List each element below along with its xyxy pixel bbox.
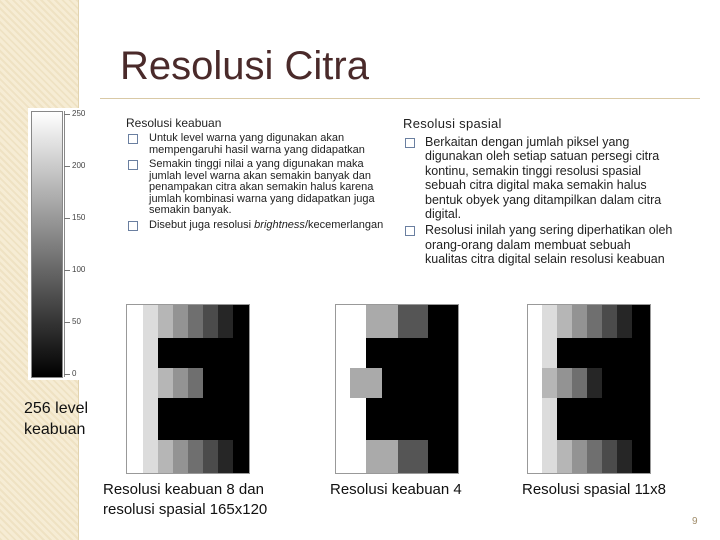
scale-axis [64,111,65,377]
gray-level-bar [28,108,100,380]
spatial-resolution-section [403,116,673,269]
scale-tick [64,322,70,323]
page-number: 9 [692,516,698,527]
scale-tick-label: 200 [72,161,86,170]
scale-tick [64,270,70,271]
scale-tick-label: 100 [72,265,86,274]
list-item-text: Resolusi inilah yang sering diperhatikan oleh orang-orang dalam membuat sebuah kualitas citra digital selain resolusi keabuan [425,223,673,267]
gray-resolution-section [126,116,384,234]
list-item-text: Berkaitan dengan jumlah piksel yang digunakan oleh setiap satuan persegi citra kontinu, semakin tinggi resolusi spasial sebuah citra digital maka semakin halus bentuk obyek yang ditampilkan dalam citra digital. [425,135,662,222]
list-item-tail: /kecemerlangan [304,218,384,231]
scale-tick-label: 250 [72,109,86,118]
caption-line: 256 level [24,400,89,417]
bullet-icon [128,134,138,144]
gray-gradient [31,111,63,378]
title-divider [100,98,700,99]
list-item [126,159,384,217]
bullet-icon [405,138,415,148]
caption-line: keabuan [24,421,86,438]
caption-line: resolusi spasial 165x120 [103,501,268,518]
list-item-text: Semakin tinggi nilai a yang digunakan maka jumlah level warna akan semakin banyak dan penampakan citra akan semakin halus karena jumlah kombinasi warna yang didapatkan juga semakin banyak. [149,158,375,216]
section-heading: Resolusi keabuan [126,116,222,130]
scale-tick-label: 150 [72,213,86,222]
scale-tick [64,218,70,219]
caption-image-spatial: Resolusi spasial 11x8 [522,481,666,498]
scale-tick [64,114,70,115]
list-item [126,133,384,156]
gray-level-caption [24,398,88,440]
bullet-list [126,133,384,231]
caption-image-gray4: Resolusi keabuan 4 [330,481,462,498]
scale-tick-label: 50 [72,317,81,326]
image-gray4 [335,304,459,474]
bullet-icon [405,226,415,236]
slide-title: Resolusi Citra [120,44,369,88]
image-spatial-11x8 [527,304,651,474]
section-heading: Resolusi spasial [403,116,502,131]
list-item-text: Untuk level warna yang digunakan akan mempengaruhi hasil warna yang didapatkan [149,132,365,156]
bullet-icon [128,160,138,170]
list-item [403,135,673,221]
list-item-text: Disebut juga resolusi [149,218,255,231]
bullet-icon [128,221,138,231]
list-item [126,220,384,232]
scale-tick [64,374,70,375]
scale-tick [64,166,70,167]
list-item [403,223,673,266]
scale-tick-label: 0 [72,369,77,378]
bullet-list [403,135,673,267]
caption-image-gray8 [103,480,267,520]
list-item-italic: brightness [254,218,305,231]
image-gray8 [126,304,250,474]
caption-line: Resolusi keabuan 8 dan [103,481,264,498]
